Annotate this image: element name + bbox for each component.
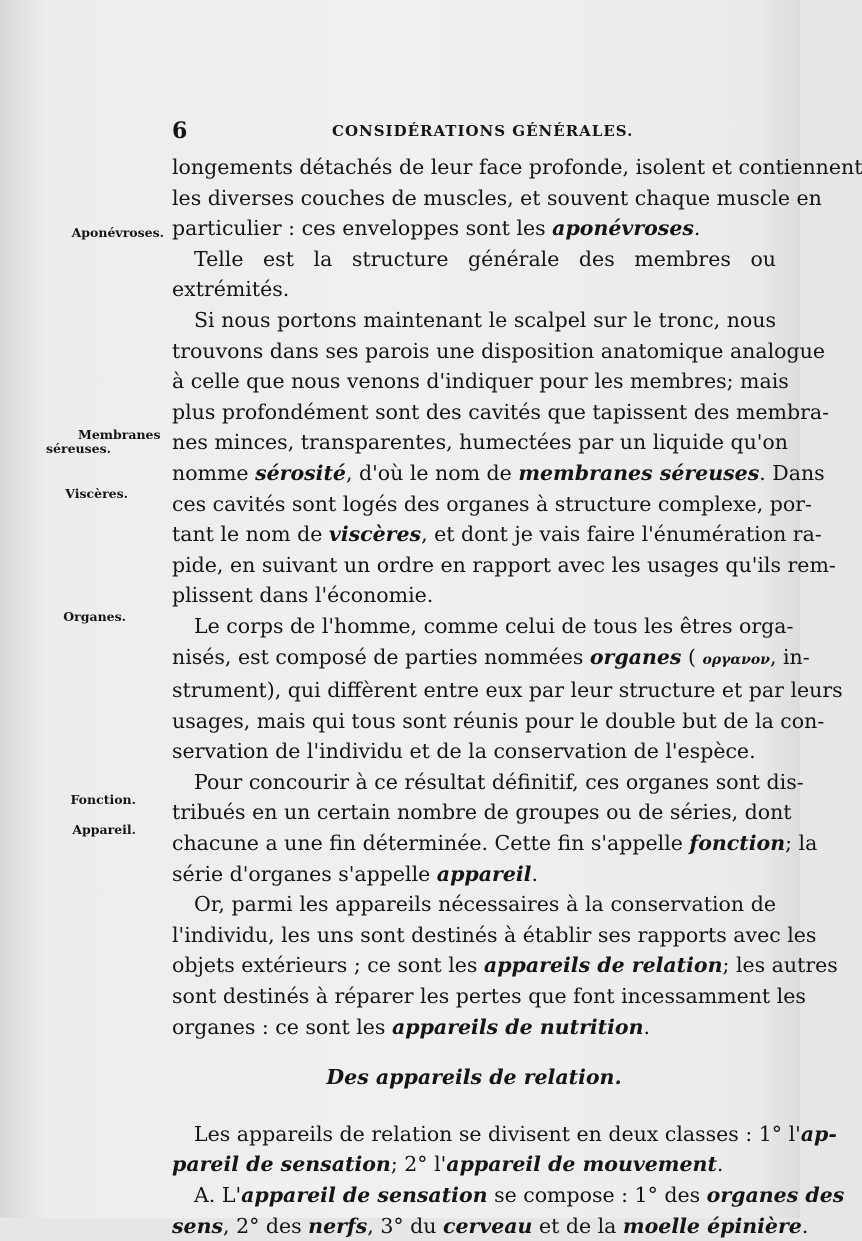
text-segment: . bbox=[716, 1152, 724, 1177]
margin-note-text: Membranes bbox=[78, 427, 161, 442]
term-membranes-sereuses: membranes séreuses bbox=[518, 460, 760, 485]
text-line: l'individu, les uns sont destinés à établir ses rapports avec les bbox=[172, 922, 817, 947]
term-cerveau: cerveau bbox=[442, 1213, 533, 1238]
margin-note-text: Viscères. bbox=[65, 486, 128, 501]
text-segment: objets extérieurs ; ce sont les bbox=[172, 953, 484, 978]
text-segment: ; la bbox=[785, 831, 818, 856]
text-segment: nisés, est composé de parties nommées bbox=[172, 644, 590, 669]
paragraph-2 bbox=[172, 244, 776, 305]
text-line: sont destinés à réparer les pertes que font incessamment les bbox=[172, 984, 806, 1009]
paragraph-1 bbox=[172, 152, 862, 244]
text-line bbox=[172, 1149, 776, 1180]
text-line bbox=[172, 1119, 837, 1150]
text-line: nes minces, transparentes, humectées par un liquide qu'on bbox=[172, 430, 788, 455]
running-title: CONSIDÉRATIONS GÉNÉRALES. bbox=[332, 122, 634, 140]
greek-word: οργανον bbox=[702, 651, 770, 668]
margin-note-text: Aponévroses. bbox=[71, 225, 164, 240]
text-line bbox=[172, 950, 838, 981]
text-segment: . bbox=[801, 1213, 809, 1238]
page-header bbox=[172, 118, 772, 146]
paragraph-3 bbox=[172, 305, 836, 611]
text-segment: ( bbox=[681, 644, 703, 669]
text-segment: tant le nom de bbox=[172, 522, 329, 547]
text-segment: ; 2° l' bbox=[390, 1152, 447, 1177]
text-segment: . Dans bbox=[759, 460, 825, 485]
text-line: Le corps de l'homme, comme celui de tous les êtres orga- bbox=[194, 613, 794, 638]
text-segment: . bbox=[531, 861, 538, 886]
margin-note-text: Fonction. bbox=[70, 792, 136, 807]
term-aponevroses: aponévroses bbox=[552, 216, 694, 241]
text-line: usages, mais qui tous sont réunis pour le double but de la con- bbox=[172, 708, 825, 733]
text-line: servation de l'individu et de la conservation de l'espèce. bbox=[172, 739, 756, 764]
text-line: plus profondément sont des cavités que tapissent des membra- bbox=[172, 399, 830, 424]
margin-note-text: Organes. bbox=[63, 609, 126, 624]
section-heading: Des appareils de relation. bbox=[326, 1065, 622, 1090]
margin-note-text: séreuses. bbox=[46, 441, 111, 456]
term-pareil-de-sensation: pareil de sensation bbox=[172, 1152, 391, 1177]
term-appareil-sensation-part: ap- bbox=[800, 1121, 837, 1146]
text-segment: , et dont je vais faire l'énumération ra- bbox=[421, 522, 822, 547]
text-segment: et de la bbox=[532, 1213, 623, 1238]
margin-note-fonction bbox=[60, 793, 136, 807]
text-segment: chacune a une fin déterminée. Cette fin s'appelle bbox=[172, 831, 690, 856]
margin-note-organes bbox=[56, 610, 126, 624]
text-line: Pour concourir à ce résultat définitif, ces organes sont dis- bbox=[194, 769, 804, 794]
text-segment: A. L' bbox=[194, 1183, 242, 1207]
text-line: Si nous portons maintenant le scalpel sur le tronc, nous bbox=[194, 307, 776, 332]
text-line bbox=[172, 1211, 809, 1241]
margin-note-visceres bbox=[60, 487, 128, 501]
page-number: 6 bbox=[172, 118, 188, 144]
text-line bbox=[172, 213, 776, 244]
text-segment: série d'organes s'appelle bbox=[172, 861, 437, 886]
text-line: ces cavités sont logés des organes à structure complexe, por- bbox=[172, 491, 812, 516]
text-segment: Les appareils de relation se divisent en deux classes : 1° l' bbox=[194, 1121, 801, 1146]
text-line: tribués en un certain nombre de groupes ou de séries, dont bbox=[172, 800, 792, 825]
paragraph-6 bbox=[172, 889, 838, 1042]
paragraph-5 bbox=[172, 767, 818, 889]
text-line bbox=[172, 1012, 776, 1043]
text-segment: , 3° du bbox=[367, 1213, 443, 1238]
text-segment: . bbox=[693, 216, 701, 241]
term-appareils-de-nutrition: appareils de nutrition bbox=[391, 1014, 644, 1039]
paragraph-7 bbox=[172, 1119, 837, 1180]
text-line: pide, en suivant un ordre en rapport avec les usages qu'ils rem- bbox=[172, 552, 836, 577]
text-segment: , d'où le nom de bbox=[345, 460, 519, 485]
margin-note-appareil bbox=[60, 823, 136, 837]
margin-note-membranes-sereuses bbox=[40, 428, 164, 456]
term-organes: organes bbox=[589, 644, 682, 669]
text-line: les diverses couches de muscles, et souvent chaque muscle en bbox=[172, 185, 822, 210]
paragraph-4 bbox=[172, 611, 843, 767]
text-segment: se compose : 1° des bbox=[487, 1183, 707, 1207]
text-segment: organes : ce sont les bbox=[172, 1014, 392, 1039]
term-visceres: viscères bbox=[328, 522, 422, 547]
paragraph-8 bbox=[172, 1180, 845, 1241]
term-organes-des-sens: organes des bbox=[706, 1183, 845, 1207]
text-segment: particulier : ces enveloppes sont les bbox=[172, 216, 553, 241]
text-segment: , 2° des bbox=[223, 1213, 309, 1238]
text-line bbox=[172, 519, 822, 550]
term-moelle-epiniere: moelle épinière bbox=[622, 1213, 802, 1238]
text-segment: . bbox=[643, 1014, 651, 1039]
text-segment: nomme bbox=[172, 460, 256, 485]
text-line: plissent dans l'économie. bbox=[172, 583, 434, 608]
text-line bbox=[172, 828, 818, 859]
text-line bbox=[172, 458, 825, 489]
body-text bbox=[172, 152, 862, 1241]
text-line bbox=[172, 859, 776, 890]
text-line: longements détachés de leur face profonde, isolent et contiennent bbox=[172, 155, 862, 179]
text-line: Telle est la structure générale des membres ou extrémités. bbox=[172, 246, 776, 302]
term-appareils-de-relation: appareils de relation bbox=[483, 953, 723, 978]
text-line: à celle que nous venons d'indiquer pour les membres; mais bbox=[172, 369, 789, 394]
term-appareil-de-mouvement: appareil de mouvement bbox=[446, 1152, 717, 1177]
text-line: strument), qui diffèrent entre eux par leur structure et par leurs bbox=[172, 678, 843, 703]
term-nerfs: nerfs bbox=[308, 1213, 368, 1238]
text-line bbox=[172, 1180, 845, 1211]
margin-note-text: Appareil. bbox=[72, 822, 136, 837]
text-segment: , in- bbox=[769, 644, 810, 669]
term-serosite: sérosité bbox=[255, 460, 346, 485]
margin-note-aponevroses bbox=[60, 226, 164, 240]
term-appareil: appareil bbox=[436, 861, 532, 886]
term-sens: sens bbox=[172, 1213, 224, 1238]
text-line bbox=[172, 642, 810, 676]
text-segment: ; les autres bbox=[722, 953, 838, 978]
text-line: trouvons dans ses parois une disposition anatomique analogue bbox=[172, 338, 825, 363]
term-fonction: fonction bbox=[689, 831, 786, 856]
term-appareil-de-sensation: appareil de sensation bbox=[241, 1183, 488, 1207]
text-line: Or, parmi les appareils nécessaires à la conservation de bbox=[194, 892, 776, 917]
